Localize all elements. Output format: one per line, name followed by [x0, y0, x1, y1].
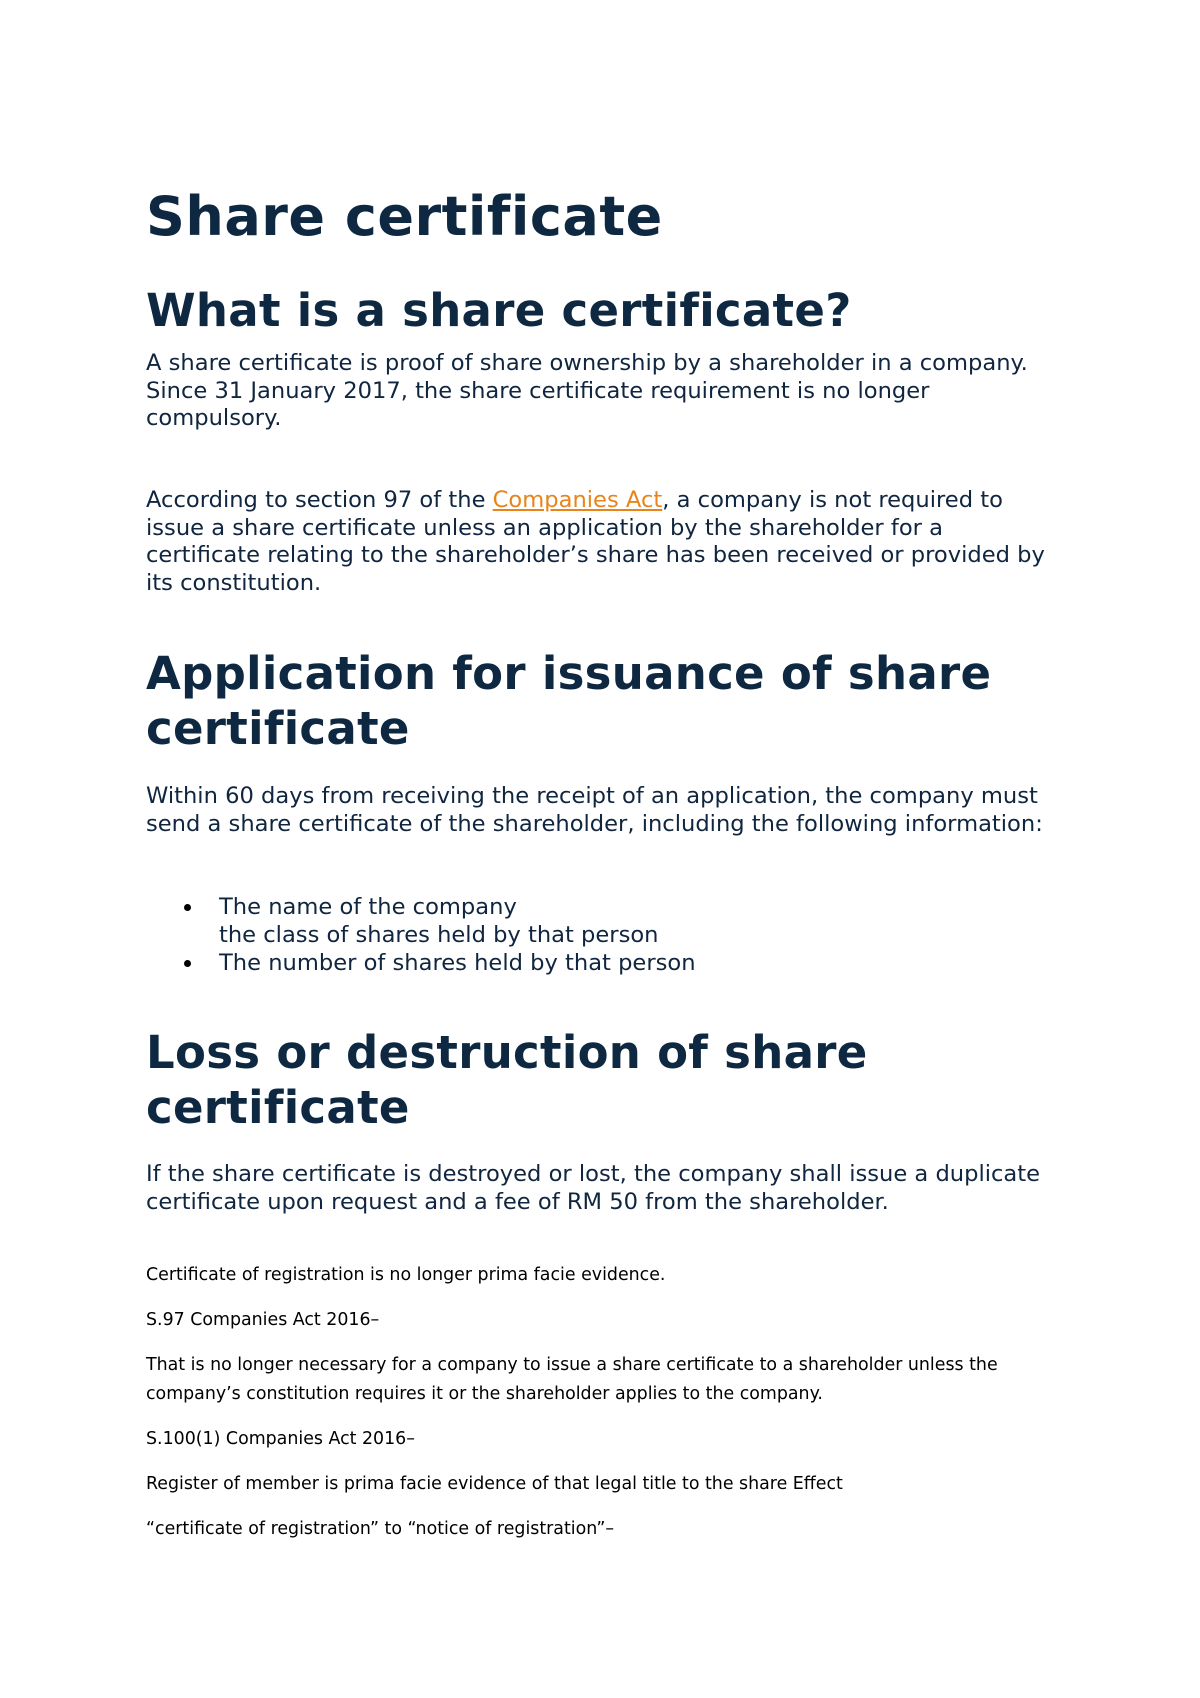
note-line: Register of member is prima facie evidence of that legal title to the share Effect — [146, 1474, 843, 1494]
section-heading-loss: Loss or destruction of share certificate — [146, 1026, 868, 1134]
note-line: That is no longer necessary for a company to issue a share certificate to a shareholder unless the company’s constitution requires it or the shareholder applies to the company. — [146, 1355, 998, 1404]
paragraph-text: According to section 97 of the — [146, 487, 493, 513]
companies-act-link[interactable]: Companies Act — [492, 487, 663, 513]
list-item-text: The name of the company — [219, 894, 517, 920]
list-item-text: the class of shares held by that person — [219, 922, 659, 948]
page-title: Share certificate — [146, 185, 663, 248]
note-line: “certificate of registration” to “notice of registration”– — [146, 1519, 615, 1539]
section-paragraph: A share certificate is proof of share ownership by a shareholder in a company. Since 31 January 2017, the share certificate requirement is no longer compulsory. — [146, 350, 1028, 431]
bullet-icon — [184, 960, 191, 967]
section-heading-what-is: What is a share certificate? — [146, 284, 852, 337]
note-line: S.100(1) Companies Act 2016– — [146, 1429, 415, 1449]
bullet-icon — [184, 904, 191, 911]
section-paragraph: If the share certificate is destroyed or lost, the company shall issue a duplicate certificate upon request and a fee of RM 50 from the shareholder. — [146, 1161, 1041, 1215]
list-item — [146, 893, 696, 949]
section-heading-application: Application for issuance of share certificate — [146, 647, 992, 755]
paragraph-text: , a company is not required to issue a share certificate unless an application by the shareholder for a certificate relating to the shareholder’s share has been received or provided by its constitution. — [146, 487, 1045, 596]
section-paragraph: Within 60 days from receiving the receipt of an application, the company must send a share certificate of the shareholder, including the following information: — [146, 783, 1043, 837]
note-line: S.97 Companies Act 2016– — [146, 1310, 380, 1330]
section-paragraph-with-link — [146, 487, 1051, 597]
list-item-text: The number of shares held by that person — [219, 950, 696, 976]
list-item — [146, 949, 696, 977]
note-line: Certificate of registration is no longer prima facie evidence. — [146, 1265, 666, 1285]
info-bullet-list — [146, 893, 696, 977]
